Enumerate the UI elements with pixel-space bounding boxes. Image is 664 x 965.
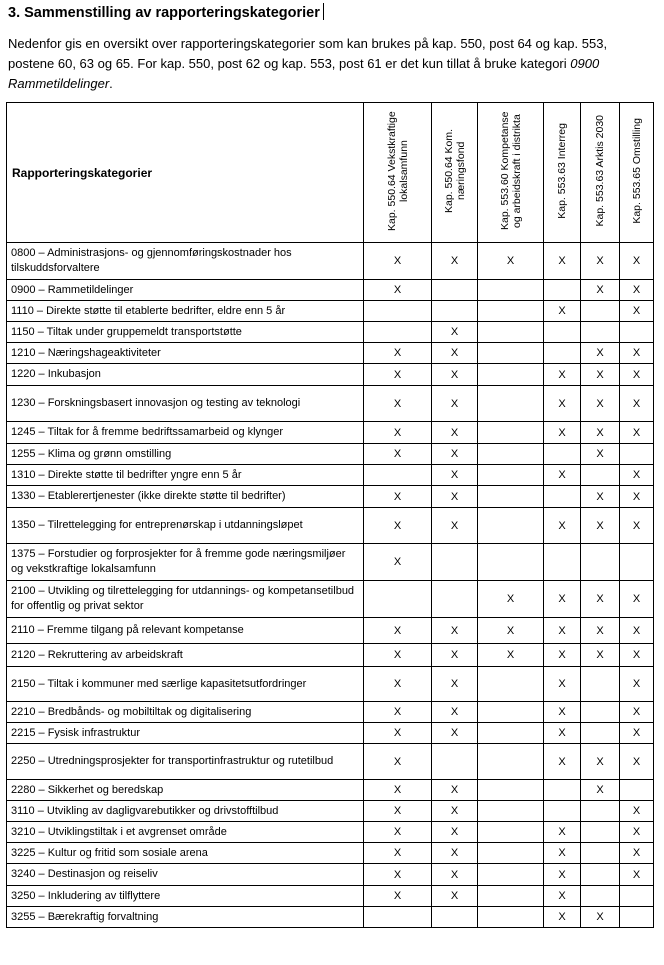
table-header-row bbox=[7, 103, 654, 243]
mark-cell: X bbox=[581, 486, 620, 508]
category-label: 1350 – Tilrettelegging for entreprenørskap i utdanningsløpet bbox=[7, 508, 364, 544]
table-row bbox=[7, 465, 654, 486]
mark-cell: X bbox=[620, 386, 654, 422]
mark-cell: X bbox=[364, 544, 432, 581]
mark-cell bbox=[478, 780, 544, 801]
mark-cell: X bbox=[544, 843, 581, 864]
mark-cell: X bbox=[581, 343, 620, 364]
mark-cell bbox=[620, 444, 654, 465]
category-label: 2210 – Bredbånds- og mobiltiltak og digitalisering bbox=[7, 702, 364, 723]
category-label: 0900 – Rammetildelinger bbox=[7, 280, 364, 301]
mark-cell: X bbox=[432, 243, 478, 280]
category-label: 2280 – Sikkerhet og beredskap bbox=[7, 780, 364, 801]
mark-cell: X bbox=[364, 886, 432, 907]
mark-cell: X bbox=[620, 822, 654, 843]
mark-cell: X bbox=[364, 280, 432, 301]
category-label: 2215 – Fysisk infrastruktur bbox=[7, 723, 364, 744]
mark-cell: X bbox=[364, 843, 432, 864]
mark-cell bbox=[478, 886, 544, 907]
mark-cell: X bbox=[364, 702, 432, 723]
mark-cell bbox=[478, 465, 544, 486]
mark-cell: X bbox=[581, 618, 620, 644]
intro-paragraph: Nedenfor gis en oversikt over rapporteringskategorier som kan brukes på kap. 550, post 64 og kap. 553, postene 60, 63 og 65. For kap. 550, post 62 og kap. 553, post 61 er det kun tillat å bruke kategori 0900 Rammetildelinger. bbox=[8, 36, 608, 91]
mark-cell: X bbox=[432, 343, 478, 364]
mark-cell: X bbox=[620, 667, 654, 702]
table-body bbox=[7, 243, 654, 928]
mark-cell: X bbox=[432, 864, 478, 886]
table-row bbox=[7, 444, 654, 465]
mark-cell bbox=[544, 343, 581, 364]
table-row bbox=[7, 386, 654, 422]
mark-cell bbox=[432, 907, 478, 928]
mark-cell: X bbox=[544, 644, 581, 667]
mark-cell: X bbox=[432, 702, 478, 723]
row-header: Rapporteringskategorier bbox=[7, 103, 364, 243]
mark-cell: X bbox=[544, 822, 581, 843]
category-label: 3240 – Destinasjon og reiseliv bbox=[7, 864, 364, 886]
mark-cell: X bbox=[432, 780, 478, 801]
category-label: 1230 – Forskningsbasert innovasjon og testing av teknologi bbox=[7, 386, 364, 422]
mark-cell: X bbox=[432, 465, 478, 486]
category-label: 3225 – Kultur og fritid som sosiale arena bbox=[7, 843, 364, 864]
table-row bbox=[7, 243, 654, 280]
category-label: 3255 – Bærekraftig forvaltning bbox=[7, 907, 364, 928]
mark-cell bbox=[581, 301, 620, 322]
mark-cell: X bbox=[478, 581, 544, 618]
mark-cell bbox=[544, 544, 581, 581]
mark-cell bbox=[478, 907, 544, 928]
mark-cell: X bbox=[364, 864, 432, 886]
mark-cell bbox=[478, 280, 544, 301]
mark-cell: X bbox=[544, 465, 581, 486]
mark-cell: X bbox=[544, 386, 581, 422]
mark-cell: X bbox=[432, 422, 478, 444]
mark-cell bbox=[544, 780, 581, 801]
mark-cell: X bbox=[364, 801, 432, 822]
mark-cell: X bbox=[581, 364, 620, 386]
category-label: 1210 – Næringshageaktiviteter bbox=[7, 343, 364, 364]
category-label: 3210 – Utviklingstiltak i et avgrenset område bbox=[7, 822, 364, 843]
mark-cell bbox=[478, 702, 544, 723]
category-label: 1150 – Tiltak under gruppemeldt transportstøtte bbox=[7, 322, 364, 343]
category-label: 2100 – Utvikling og tilrettelegging for utdannings- og kompetansetilbud for offentlig og privat sektor bbox=[7, 581, 364, 618]
mark-cell: X bbox=[432, 644, 478, 667]
mark-cell bbox=[432, 301, 478, 322]
mark-cell: X bbox=[478, 644, 544, 667]
table-row bbox=[7, 801, 654, 822]
mark-cell: X bbox=[620, 618, 654, 644]
mark-cell: X bbox=[364, 243, 432, 280]
mark-cell bbox=[581, 864, 620, 886]
category-table bbox=[6, 102, 654, 928]
mark-cell: X bbox=[581, 744, 620, 780]
mark-cell bbox=[581, 702, 620, 723]
column-header: Kap. 553.65 Omstilling bbox=[620, 103, 654, 243]
table-row bbox=[7, 486, 654, 508]
mark-cell bbox=[478, 822, 544, 843]
mark-cell bbox=[432, 544, 478, 581]
mark-cell bbox=[620, 322, 654, 343]
mark-cell bbox=[478, 864, 544, 886]
mark-cell bbox=[478, 301, 544, 322]
mark-cell: X bbox=[544, 618, 581, 644]
mark-cell bbox=[620, 544, 654, 581]
mark-cell bbox=[478, 508, 544, 544]
mark-cell bbox=[364, 322, 432, 343]
mark-cell: X bbox=[544, 723, 581, 744]
mark-cell: X bbox=[364, 444, 432, 465]
table-row bbox=[7, 886, 654, 907]
mark-cell: X bbox=[620, 465, 654, 486]
column-header: Kap. 553.63 Arktis 2030 bbox=[581, 103, 620, 243]
table-row bbox=[7, 322, 654, 343]
mark-cell: X bbox=[364, 364, 432, 386]
mark-cell: X bbox=[581, 280, 620, 301]
mark-cell bbox=[478, 422, 544, 444]
mark-cell bbox=[432, 280, 478, 301]
mark-cell bbox=[620, 886, 654, 907]
mark-cell bbox=[478, 364, 544, 386]
mark-cell: X bbox=[432, 486, 478, 508]
mark-cell: X bbox=[432, 386, 478, 422]
mark-cell: X bbox=[620, 508, 654, 544]
mark-cell: X bbox=[581, 644, 620, 667]
mark-cell bbox=[581, 822, 620, 843]
mark-cell: X bbox=[581, 422, 620, 444]
mark-cell bbox=[581, 465, 620, 486]
mark-cell: X bbox=[432, 618, 478, 644]
category-label: 1245 – Tiltak for å fremme bedriftssamarbeid og klynger bbox=[7, 422, 364, 444]
mark-cell bbox=[544, 322, 581, 343]
mark-cell bbox=[478, 343, 544, 364]
mark-cell: X bbox=[620, 343, 654, 364]
mark-cell: X bbox=[620, 486, 654, 508]
mark-cell bbox=[620, 907, 654, 928]
mark-cell: X bbox=[432, 322, 478, 343]
mark-cell: X bbox=[364, 508, 432, 544]
mark-cell bbox=[364, 907, 432, 928]
mark-cell bbox=[581, 322, 620, 343]
category-label: 2250 – Utredningsprosjekter for transportinfrastruktur og rutetilbud bbox=[7, 744, 364, 780]
mark-cell: X bbox=[432, 843, 478, 864]
mark-cell bbox=[364, 301, 432, 322]
column-header: Kap. 553.60 Kompetanse og arbeidskraft i distrikta bbox=[478, 103, 544, 243]
table-row bbox=[7, 544, 654, 581]
mark-cell: X bbox=[364, 822, 432, 843]
mark-cell: X bbox=[581, 508, 620, 544]
mark-cell bbox=[544, 801, 581, 822]
mark-cell bbox=[364, 581, 432, 618]
mark-cell bbox=[581, 667, 620, 702]
mark-cell: X bbox=[620, 301, 654, 322]
category-label: 0800 – Administrasjons- og gjennomføringskostnader hos tilskuddsforvaltere bbox=[7, 243, 364, 280]
table-row bbox=[7, 343, 654, 364]
mark-cell: X bbox=[620, 801, 654, 822]
table-row bbox=[7, 508, 654, 544]
category-label: 1375 – Forstudier og forprosjekter for å fremme gode næringsmiljøer og vekstkraftige lokalsamfunn bbox=[7, 544, 364, 581]
column-header: Kap. 553.63 Interreg bbox=[544, 103, 581, 243]
mark-cell bbox=[581, 886, 620, 907]
mark-cell bbox=[478, 486, 544, 508]
mark-cell bbox=[478, 801, 544, 822]
mark-cell: X bbox=[432, 723, 478, 744]
table-row bbox=[7, 581, 654, 618]
mark-cell: X bbox=[620, 364, 654, 386]
category-label: 1330 – Etablerertjenester (ikke direkte støtte til bedrifter) bbox=[7, 486, 364, 508]
mark-cell: X bbox=[620, 422, 654, 444]
mark-cell: X bbox=[544, 364, 581, 386]
mark-cell: X bbox=[364, 667, 432, 702]
mark-cell bbox=[478, 444, 544, 465]
mark-cell: X bbox=[620, 864, 654, 886]
mark-cell: X bbox=[620, 843, 654, 864]
mark-cell bbox=[478, 667, 544, 702]
mark-cell: X bbox=[581, 386, 620, 422]
table-row bbox=[7, 667, 654, 702]
mark-cell bbox=[544, 444, 581, 465]
mark-cell: X bbox=[620, 744, 654, 780]
mark-cell: X bbox=[544, 508, 581, 544]
mark-cell bbox=[478, 723, 544, 744]
mark-cell: X bbox=[620, 581, 654, 618]
mark-cell: X bbox=[364, 343, 432, 364]
mark-cell: X bbox=[620, 644, 654, 667]
mark-cell bbox=[581, 843, 620, 864]
mark-cell: X bbox=[544, 702, 581, 723]
mark-cell: X bbox=[620, 243, 654, 280]
mark-cell: X bbox=[581, 780, 620, 801]
mark-cell: X bbox=[432, 667, 478, 702]
mark-cell: X bbox=[364, 744, 432, 780]
table-row bbox=[7, 422, 654, 444]
mark-cell: X bbox=[432, 364, 478, 386]
table-row bbox=[7, 780, 654, 801]
mark-cell bbox=[544, 280, 581, 301]
mark-cell: X bbox=[581, 243, 620, 280]
mark-cell: X bbox=[581, 444, 620, 465]
table-row bbox=[7, 907, 654, 928]
mark-cell: X bbox=[432, 508, 478, 544]
mark-cell: X bbox=[544, 243, 581, 280]
mark-cell bbox=[364, 465, 432, 486]
mark-cell: X bbox=[544, 581, 581, 618]
table-row bbox=[7, 702, 654, 723]
category-label: 2120 – Rekruttering av arbeidskraft bbox=[7, 644, 364, 667]
mark-cell: X bbox=[432, 801, 478, 822]
mark-cell: X bbox=[581, 907, 620, 928]
mark-cell: X bbox=[478, 618, 544, 644]
mark-cell: X bbox=[364, 618, 432, 644]
mark-cell: X bbox=[364, 644, 432, 667]
category-label: 1110 – Direkte støtte til etablerte bedrifter, eldre enn 5 år bbox=[7, 301, 364, 322]
mark-cell bbox=[478, 744, 544, 780]
section-heading: 3. Sammenstilling av rapporteringskategorier bbox=[8, 3, 324, 21]
table-row bbox=[7, 618, 654, 644]
mark-cell: X bbox=[544, 422, 581, 444]
category-label: 1310 – Direkte støtte til bedrifter yngre enn 5 år bbox=[7, 465, 364, 486]
mark-cell: X bbox=[544, 667, 581, 702]
mark-cell: X bbox=[544, 744, 581, 780]
mark-cell: X bbox=[364, 386, 432, 422]
mark-cell: X bbox=[478, 243, 544, 280]
table-row bbox=[7, 280, 654, 301]
column-header: Kap. 550.64 Kom. næringsfond bbox=[432, 103, 478, 243]
category-label: 3250 – Inkludering av tilflyttere bbox=[7, 886, 364, 907]
mark-cell: X bbox=[432, 822, 478, 843]
table-row bbox=[7, 301, 654, 322]
column-header: Kap. 550.64 Vekstkraftige lokalsamfunn bbox=[364, 103, 432, 243]
mark-cell: X bbox=[364, 723, 432, 744]
category-label: 1220 – Inkubasjon bbox=[7, 364, 364, 386]
table-row bbox=[7, 864, 654, 886]
table-row bbox=[7, 822, 654, 843]
category-label: 3110 – Utvikling av dagligvarebutikker og drivstofftilbud bbox=[7, 801, 364, 822]
mark-cell bbox=[432, 581, 478, 618]
category-label: 1255 – Klima og grønn omstilling bbox=[7, 444, 364, 465]
text-cursor bbox=[323, 3, 324, 20]
mark-cell: X bbox=[544, 301, 581, 322]
table-row bbox=[7, 723, 654, 744]
table-row bbox=[7, 744, 654, 780]
mark-cell bbox=[544, 486, 581, 508]
mark-cell bbox=[478, 843, 544, 864]
mark-cell: X bbox=[544, 907, 581, 928]
category-label: 2110 – Fremme tilgang på relevant kompetanse bbox=[7, 618, 364, 644]
table-row bbox=[7, 364, 654, 386]
mark-cell: X bbox=[432, 886, 478, 907]
mark-cell bbox=[620, 780, 654, 801]
mark-cell bbox=[478, 322, 544, 343]
table-row bbox=[7, 644, 654, 667]
mark-cell: X bbox=[364, 780, 432, 801]
mark-cell: X bbox=[581, 581, 620, 618]
mark-cell bbox=[581, 801, 620, 822]
mark-cell: X bbox=[620, 702, 654, 723]
mark-cell: X bbox=[544, 886, 581, 907]
table-row bbox=[7, 843, 654, 864]
mark-cell: X bbox=[364, 486, 432, 508]
mark-cell bbox=[478, 386, 544, 422]
mark-cell bbox=[478, 544, 544, 581]
mark-cell: X bbox=[620, 280, 654, 301]
mark-cell: X bbox=[620, 723, 654, 744]
category-label: 2150 – Tiltak i kommuner med særlige kapasitetsutfordringer bbox=[7, 667, 364, 702]
mark-cell: X bbox=[432, 444, 478, 465]
mark-cell: X bbox=[544, 864, 581, 886]
mark-cell bbox=[581, 723, 620, 744]
mark-cell bbox=[581, 544, 620, 581]
mark-cell: X bbox=[364, 422, 432, 444]
mark-cell bbox=[432, 744, 478, 780]
